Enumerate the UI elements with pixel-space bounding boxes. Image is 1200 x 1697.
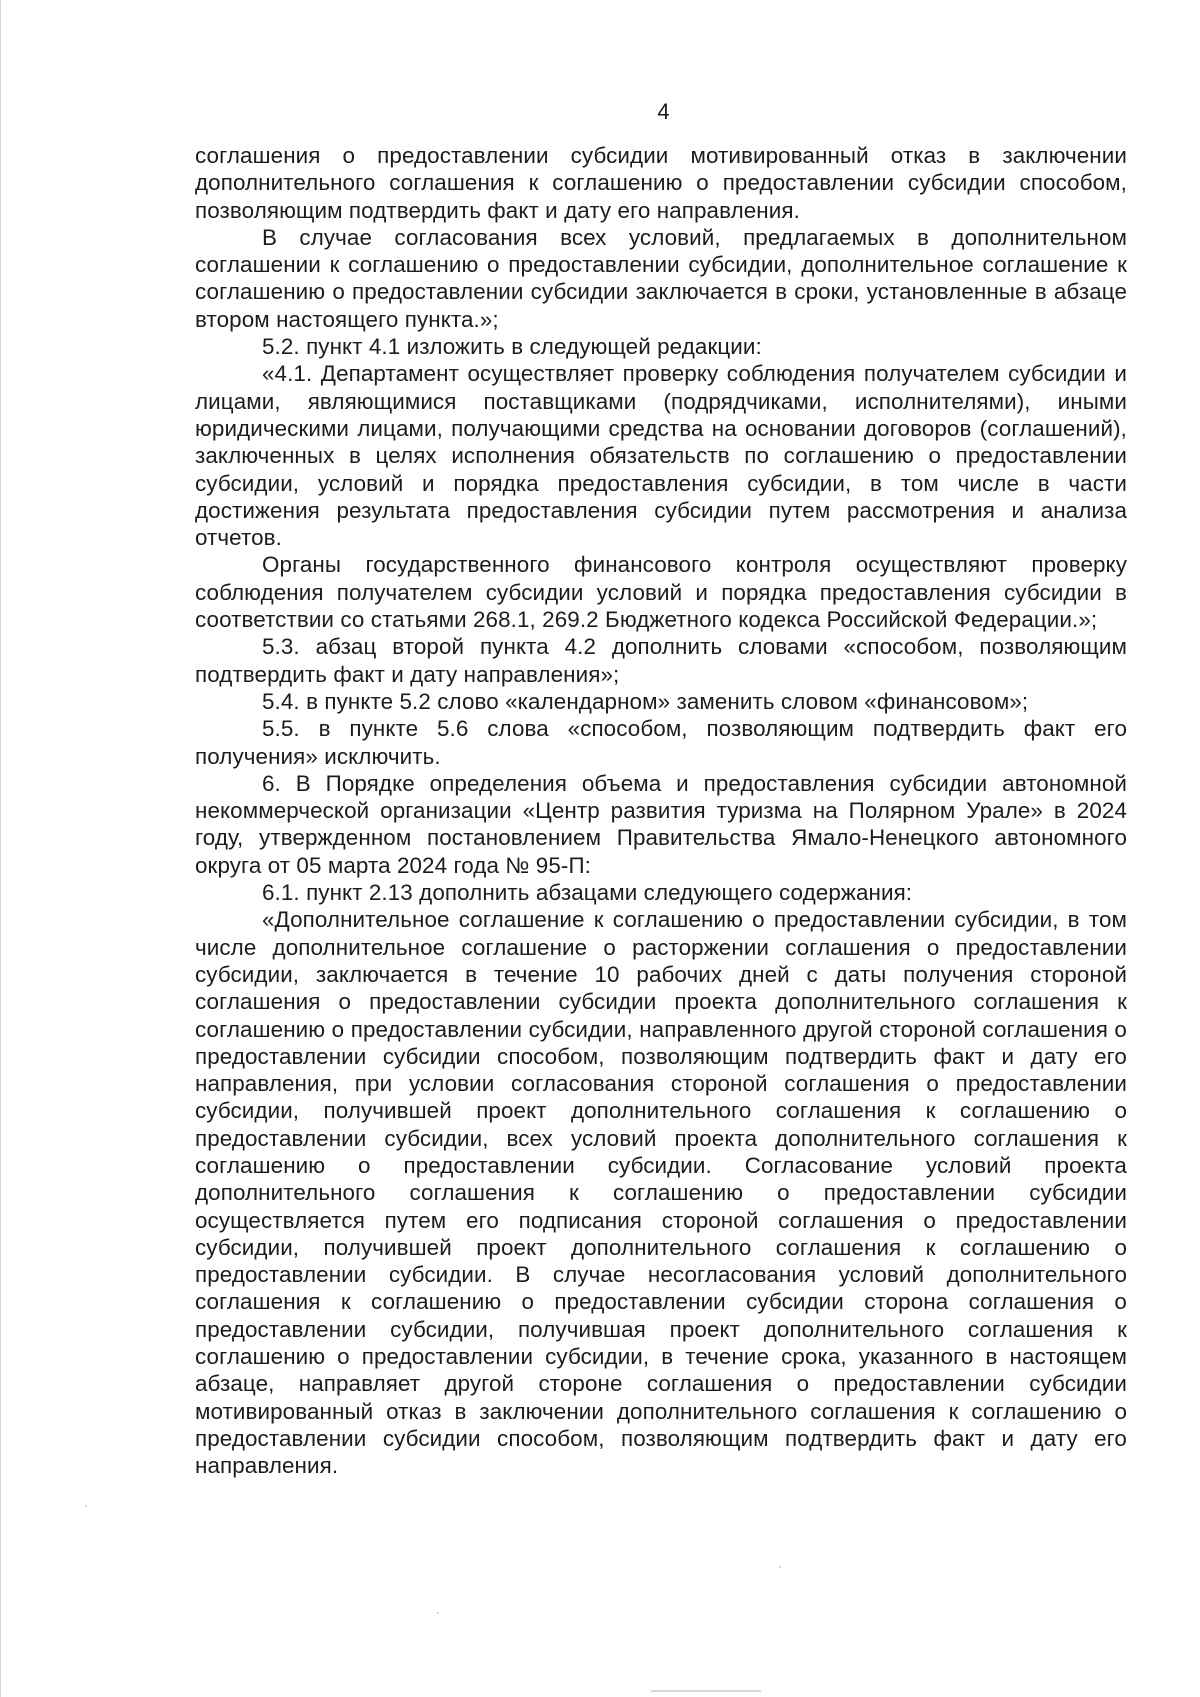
page-number: 4 — [657, 99, 670, 124]
scan-speck — [437, 1612, 439, 1614]
scan-speck — [85, 1505, 87, 1507]
paragraph-continuation: соглашения о предоставлении субсидии мотивированный отказ в заключении дополнительного соглашения к соглашению о предоставлении субсидии способом, позволяющим подтвердить факт и дату его направления. — [195, 143, 1127, 223]
scan-speck — [779, 1566, 781, 1568]
document-body — [195, 142, 1127, 1480]
paragraph-agreement-terms: В случае согласования всех условий, предлагаемых в дополнительном соглашении к соглашению о предоставлении субсидии, дополнительное соглашение к соглашению о предоставлении субсидии заключается в сроки, установленные в абзаце втором настоящего пункта.»; — [195, 224, 1127, 332]
paragraph-item-4-1: «4.1. Департамент осуществляет проверку соблюдения получателем субсидии и лицами, являющимися поставщиками (подрядчиками, исполнителями), иными юридическими лицами, получающими средства на основании договоров (соглашений), заключенных в целях исполнения обязательств по соглашению о предоставлении субсидии, условий и порядка предоставления субсидии, в том числе в части достижения результата предоставления субсидии путем рассмотрения и анализа отчетов. — [195, 361, 1127, 551]
paragraph-item-6-1: 6.1. пункт 2.13 дополнить абзацами следующего содержания: — [262, 880, 913, 906]
paragraph-item-5-4: 5.4. в пункте 5.2 слово «календарном» заменить словом «финансовом»; — [262, 688, 1029, 714]
paragraph-financial-control: Органы государственного финансового контроля осуществляют проверку соблюдения получателем субсидии условий и порядка предоставления субсидии в соответствии со статьями 268.1, 269.2 Бюджетного кодекса Российской Федерации.»; — [195, 552, 1127, 633]
paragraph-item-5-5: 5.5. в пункте 5.6 слова «способом, позволяющим подтвердить факт его получения» исключить. — [195, 716, 1127, 769]
paragraph-item-5-2: 5.2. пункт 4.1 изложить в следующей редакции: — [262, 334, 762, 360]
paragraph-item-5-3: 5.3. абзац второй пункта 4.2 дополнить словами «способом, позволяющим подтвердить факт и дату направления»; — [195, 634, 1127, 687]
paragraph-additional-agreement: «Дополнительное соглашение к соглашению о предоставлении субсидии, в том числе дополнительное соглашение о расторжении соглашения о предоставлении субсидии, заключается в течение 10 рабочих дней с даты получения стороной соглашения о предоставлении субсидии проекта дополнительного соглашения к соглашению о предоставлении субсидии, направленного другой стороной соглашения о предоставлении субсидии способом, позволяющим подтвердить факт и дату его направления, при условии согласования стороной соглашения о предоставлении субсидии, получившей проект дополнительного соглашения к соглашению о предоставлении субсидии, всех условий проекта дополнительного соглашения к соглашению о предоставлении субсидии. Согласование условий проекта дополнительного соглашения к соглашению о предоставлении субсидии осуществляется путем его подписания стороной соглашения о предоставлении субсидии, получившей проект дополнительного соглашения к соглашению о предоставлении субсидии. В случае несогласования условий дополнительного соглашения к соглашению о предоставлении субсидии сторона соглашения о предоставлении субсидии, получившая проект дополнительного соглашения к соглашению о предоставлении субсидии, в течение срока, указанного в настоящем абзаце, направляет другой стороне соглашения о предоставлении субсидии мотивированный отказ в заключении дополнительного соглашения к соглашению о предоставлении субсидии способом, позволяющим подтвердить факт и дату его направления. — [195, 907, 1127, 1479]
paragraph-item-6: 6. В Порядке определения объема и предоставления субсидии автономной некоммерческой организации «Центр развития туризма на Полярном Урале» в 2024 году, утвержденном постановлением Правительства Ямало-Ненецкого автономного округа от 05 марта 2024 года № 95-П: — [195, 770, 1127, 878]
scan-smudge — [651, 1690, 761, 1692]
